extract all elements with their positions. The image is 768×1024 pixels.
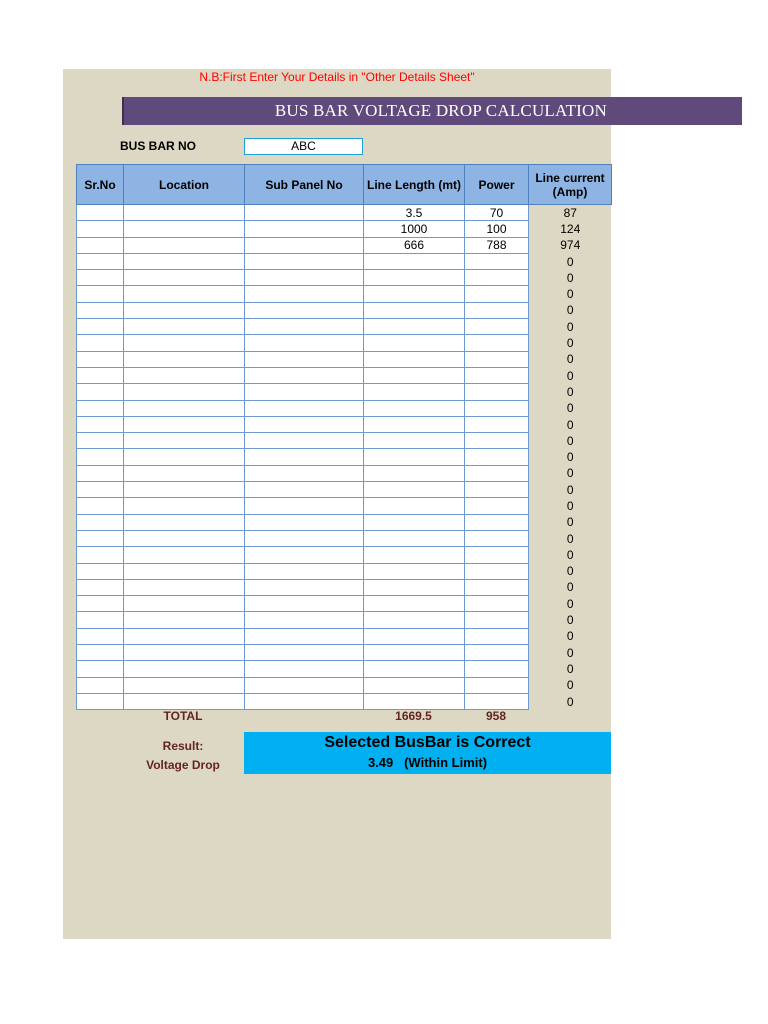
table-row <box>77 221 612 237</box>
power-cell[interactable] <box>465 319 529 335</box>
power-cell[interactable]: 788 <box>465 237 529 253</box>
bus-bar-label: BUS BAR NO <box>120 139 197 153</box>
power-cell[interactable] <box>465 579 529 595</box>
table-row <box>77 677 612 693</box>
voltage-drop-value: 3.49 (Within Limit) <box>367 755 488 770</box>
line-current-cell: 0 <box>566 303 574 318</box>
table-row <box>77 384 612 400</box>
line-current-cell: 0 <box>566 596 574 611</box>
power-cell[interactable] <box>465 400 529 416</box>
line-current-cell: 0 <box>566 433 574 448</box>
line-current-cell: 0 <box>566 384 574 399</box>
power-cell[interactable] <box>465 286 529 302</box>
sub-panel-cell[interactable] <box>245 384 364 400</box>
sr-no-cell[interactable] <box>77 693 124 709</box>
line-length-cell[interactable] <box>364 319 465 335</box>
line-current-cell: 0 <box>566 466 574 481</box>
table-row <box>77 335 612 351</box>
location-cell[interactable] <box>124 335 245 351</box>
power-cell[interactable] <box>465 465 529 481</box>
result-message: Selected BusBar is Correct <box>324 734 531 751</box>
sub-panel-cell[interactable] <box>245 677 364 693</box>
line-current-cell: 0 <box>566 547 574 562</box>
sr-no-cell[interactable] <box>77 237 124 253</box>
location-cell[interactable] <box>124 433 245 449</box>
sr-no-cell[interactable] <box>77 302 124 318</box>
location-cell[interactable] <box>124 400 245 416</box>
table-row <box>77 563 612 579</box>
line-length-cell[interactable] <box>364 498 465 514</box>
sub-panel-cell[interactable] <box>245 530 364 546</box>
location-cell[interactable] <box>124 270 245 286</box>
line-length-cell[interactable]: 666 <box>364 237 465 253</box>
sr-no-cell[interactable] <box>77 221 124 237</box>
power-cell[interactable] <box>465 628 529 644</box>
power-cell[interactable] <box>465 302 529 318</box>
table-row <box>77 498 612 514</box>
line-length-cell[interactable] <box>364 302 465 318</box>
result-label <box>122 737 244 775</box>
location-cell[interactable] <box>124 351 245 367</box>
sub-panel-cell[interactable] <box>245 205 364 221</box>
sr-no-cell[interactable] <box>77 465 124 481</box>
power-cell[interactable] <box>465 612 529 628</box>
table-row <box>77 367 612 383</box>
line-length-cell[interactable] <box>364 612 465 628</box>
table-row <box>77 530 612 546</box>
header-sr-no: Sr.No <box>77 165 124 205</box>
table-row <box>77 351 612 367</box>
location-cell[interactable] <box>124 612 245 628</box>
line-length-cell[interactable] <box>364 579 465 595</box>
header-sub-panel-no: Sub Panel No <box>245 165 364 205</box>
table-row <box>77 612 612 628</box>
table-row <box>77 433 612 449</box>
table-row <box>77 416 612 432</box>
location-cell[interactable] <box>124 286 245 302</box>
sub-panel-cell[interactable] <box>245 319 364 335</box>
sub-panel-cell[interactable] <box>245 612 364 628</box>
location-cell[interactable] <box>124 237 245 253</box>
sr-no-cell[interactable] <box>77 563 124 579</box>
location-cell[interactable] <box>124 579 245 595</box>
line-length-cell[interactable] <box>364 400 465 416</box>
sr-no-cell[interactable] <box>77 335 124 351</box>
sub-panel-cell[interactable] <box>245 596 364 612</box>
line-current-cell: 0 <box>566 417 574 432</box>
line-current-cell: 0 <box>566 287 574 302</box>
line-current-cell: 0 <box>566 531 574 546</box>
line-current-cell: 0 <box>566 336 574 351</box>
sr-no-cell[interactable] <box>77 645 124 661</box>
sub-panel-cell[interactable] <box>245 433 364 449</box>
table-row <box>77 645 612 661</box>
line-length-cell[interactable] <box>364 514 465 530</box>
line-current-cell: 124 <box>560 221 581 236</box>
sub-panel-cell[interactable] <box>245 693 364 709</box>
line-current-cell: 0 <box>566 401 574 416</box>
line-length-cell[interactable] <box>364 433 465 449</box>
table-row <box>77 547 612 563</box>
sub-panel-cell[interactable] <box>245 286 364 302</box>
location-cell[interactable] <box>124 449 245 465</box>
line-length-cell[interactable] <box>364 596 465 612</box>
line-current-cell: 0 <box>566 613 574 628</box>
table-row <box>77 319 612 335</box>
line-current-cell: 0 <box>566 661 574 676</box>
line-length-cell[interactable] <box>364 270 465 286</box>
line-current-cell: 0 <box>566 270 574 285</box>
line-length-cell[interactable]: 3.5 <box>364 205 465 221</box>
line-current-cell: 0 <box>566 515 574 530</box>
sr-no-cell[interactable] <box>77 384 124 400</box>
sub-panel-cell[interactable] <box>245 563 364 579</box>
sub-panel-cell[interactable] <box>245 645 364 661</box>
line-length-cell[interactable] <box>364 530 465 546</box>
line-length-cell[interactable] <box>364 384 465 400</box>
sub-panel-cell[interactable] <box>245 270 364 286</box>
header-line-length: Line Length (mt) <box>364 165 465 205</box>
table-row <box>77 270 612 286</box>
table-row <box>77 237 612 253</box>
location-cell[interactable] <box>124 498 245 514</box>
power-cell[interactable] <box>465 416 529 432</box>
line-current-cell: 0 <box>566 564 574 579</box>
location-cell[interactable] <box>124 677 245 693</box>
line-length-cell[interactable] <box>364 465 465 481</box>
table-row <box>77 286 612 302</box>
line-current-cell: 87 <box>563 205 577 220</box>
line-current-cell: 0 <box>566 580 574 595</box>
power-cell[interactable] <box>465 498 529 514</box>
sr-no-cell[interactable] <box>77 612 124 628</box>
sr-no-cell[interactable] <box>77 530 124 546</box>
table-row <box>77 628 612 644</box>
power-cell[interactable]: 70 <box>465 205 529 221</box>
line-length-cell[interactable] <box>364 645 465 661</box>
line-current-cell: 974 <box>560 238 581 253</box>
line-current-cell: 0 <box>566 254 574 269</box>
power-cell[interactable] <box>465 547 529 563</box>
power-cell[interactable] <box>465 367 529 383</box>
location-cell[interactable] <box>124 628 245 644</box>
power-cell[interactable] <box>465 563 529 579</box>
location-cell[interactable] <box>124 661 245 677</box>
sr-no-cell[interactable] <box>77 367 124 383</box>
sub-panel-cell[interactable] <box>245 400 364 416</box>
page-title: BUS BAR VOLTAGE DROP CALCULATION <box>274 101 607 120</box>
line-length-cell[interactable] <box>364 335 465 351</box>
sr-no-cell[interactable] <box>77 351 124 367</box>
table-row <box>77 449 612 465</box>
sub-panel-cell[interactable] <box>245 253 364 269</box>
table-row <box>77 400 612 416</box>
location-cell[interactable] <box>124 530 245 546</box>
power-cell[interactable] <box>465 645 529 661</box>
sr-no-cell[interactable] <box>77 579 124 595</box>
result-label-line2: Voltage Drop <box>146 758 220 772</box>
line-length-cell[interactable] <box>364 351 465 367</box>
sub-panel-cell[interactable] <box>245 465 364 481</box>
location-cell[interactable] <box>124 319 245 335</box>
line-length-cell[interactable] <box>364 482 465 498</box>
sub-panel-cell[interactable] <box>245 237 364 253</box>
sub-panel-cell[interactable] <box>245 335 364 351</box>
header-power: Power <box>465 165 529 205</box>
sub-panel-cell[interactable] <box>245 351 364 367</box>
sub-panel-cell[interactable] <box>245 221 364 237</box>
line-current-cell: 0 <box>566 319 574 334</box>
sr-no-cell[interactable] <box>77 286 124 302</box>
sub-panel-cell[interactable] <box>245 482 364 498</box>
table-row <box>77 579 612 595</box>
line-current-cell: 0 <box>566 368 574 383</box>
sub-panel-cell[interactable] <box>245 514 364 530</box>
table-row <box>77 661 612 677</box>
location-cell[interactable] <box>124 367 245 383</box>
sr-no-cell[interactable] <box>77 270 124 286</box>
calculation-table <box>76 164 612 710</box>
bus-bar-input[interactable]: ABC <box>244 138 363 155</box>
line-length-cell[interactable] <box>364 367 465 383</box>
total-label: TOTAL <box>163 709 203 723</box>
power-cell[interactable] <box>465 270 529 286</box>
power-cell[interactable] <box>465 677 529 693</box>
sub-panel-cell[interactable] <box>245 416 364 432</box>
line-length-cell[interactable] <box>364 677 465 693</box>
location-cell[interactable] <box>124 465 245 481</box>
sub-panel-cell[interactable] <box>245 579 364 595</box>
line-length-cell[interactable] <box>364 253 465 269</box>
sr-no-cell[interactable] <box>77 628 124 644</box>
table-row <box>77 514 612 530</box>
sr-no-cell[interactable] <box>77 433 124 449</box>
line-length-cell[interactable] <box>364 628 465 644</box>
result-box <box>244 732 611 774</box>
location-cell[interactable] <box>124 547 245 563</box>
result-label-line1: Result: <box>162 739 204 753</box>
sr-no-cell[interactable] <box>77 205 124 221</box>
sr-no-cell[interactable] <box>77 400 124 416</box>
line-length-cell[interactable] <box>364 416 465 432</box>
location-cell[interactable] <box>124 645 245 661</box>
table-row <box>77 205 612 221</box>
table-row <box>77 302 612 318</box>
power-cell[interactable] <box>465 514 529 530</box>
table-row <box>77 465 612 481</box>
sr-no-cell[interactable] <box>77 677 124 693</box>
line-length-cell[interactable] <box>364 563 465 579</box>
power-cell[interactable] <box>465 530 529 546</box>
sub-panel-cell[interactable] <box>245 628 364 644</box>
line-current-cell: 0 <box>566 694 574 709</box>
location-cell[interactable] <box>124 302 245 318</box>
line-current-cell: 0 <box>566 629 574 644</box>
line-length-cell[interactable] <box>364 547 465 563</box>
location-cell[interactable] <box>124 514 245 530</box>
line-length-cell[interactable] <box>364 449 465 465</box>
power-cell[interactable] <box>465 596 529 612</box>
location-cell[interactable] <box>124 384 245 400</box>
power-cell[interactable]: 100 <box>465 221 529 237</box>
power-cell[interactable] <box>465 351 529 367</box>
table-row <box>77 596 612 612</box>
power-cell[interactable] <box>465 433 529 449</box>
sr-no-cell[interactable] <box>77 547 124 563</box>
header-line-current: Line current (Amp) <box>529 165 612 205</box>
line-current-cell: 0 <box>566 450 574 465</box>
location-cell[interactable] <box>124 416 245 432</box>
sr-no-cell[interactable] <box>77 661 124 677</box>
table-row <box>77 482 612 498</box>
line-current-cell: 0 <box>566 498 574 513</box>
power-cell[interactable] <box>465 253 529 269</box>
sub-panel-cell[interactable] <box>245 547 364 563</box>
sr-no-cell[interactable] <box>77 416 124 432</box>
power-cell[interactable] <box>465 384 529 400</box>
location-cell[interactable] <box>124 205 245 221</box>
power-cell[interactable] <box>465 482 529 498</box>
line-length-cell[interactable]: 1000 <box>364 221 465 237</box>
header-location: Location <box>124 165 245 205</box>
sr-no-cell[interactable] <box>77 498 124 514</box>
location-cell[interactable] <box>124 253 245 269</box>
line-current-cell: 0 <box>566 678 574 693</box>
table-row <box>77 253 612 269</box>
sr-no-cell[interactable] <box>77 514 124 530</box>
sr-no-cell[interactable] <box>77 482 124 498</box>
sub-panel-cell[interactable] <box>245 449 364 465</box>
total-line-length: 1669.5 <box>395 709 432 723</box>
table-header-row <box>77 165 612 205</box>
line-current-cell: 0 <box>566 352 574 367</box>
location-cell[interactable] <box>124 563 245 579</box>
sr-no-cell[interactable] <box>77 596 124 612</box>
sub-panel-cell[interactable] <box>245 367 364 383</box>
instruction-note: N.B:First Enter Your Details in "Other Details Sheet" <box>199 70 475 84</box>
power-cell[interactable] <box>465 661 529 677</box>
line-current-cell: 0 <box>566 645 574 660</box>
sub-panel-cell[interactable] <box>245 302 364 318</box>
power-cell[interactable] <box>465 335 529 351</box>
location-cell[interactable] <box>124 596 245 612</box>
line-length-cell[interactable] <box>364 286 465 302</box>
sr-no-cell[interactable] <box>77 253 124 269</box>
location-cell[interactable] <box>124 482 245 498</box>
sub-panel-cell[interactable] <box>245 498 364 514</box>
power-cell[interactable] <box>465 449 529 465</box>
sr-no-cell[interactable] <box>77 319 124 335</box>
location-cell[interactable] <box>124 221 245 237</box>
line-length-cell[interactable] <box>364 661 465 677</box>
line-current-cell: 0 <box>566 482 574 497</box>
sr-no-cell[interactable] <box>77 449 124 465</box>
total-power: 958 <box>485 709 507 723</box>
sub-panel-cell[interactable] <box>245 661 364 677</box>
